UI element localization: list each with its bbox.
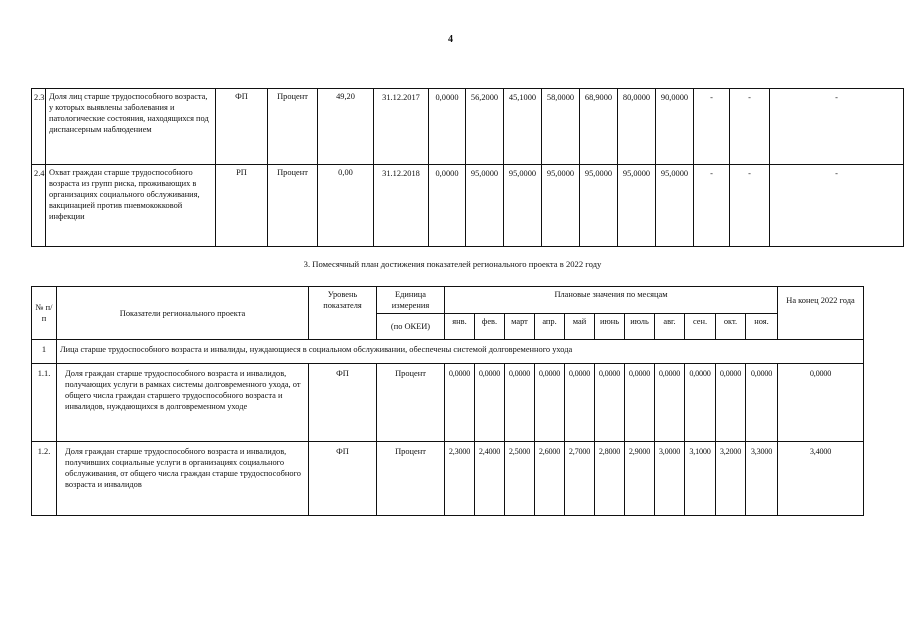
row-number: 2.4. <box>32 165 46 247</box>
indicator-name: Доля лиц старше трудоспособного возраста, у которых выявлены заболевания и патологические состояния, находящихся под диспансерным наблюдением <box>46 89 216 165</box>
value-cell: - <box>694 89 730 165</box>
base-date: 31.12.2017 <box>374 89 429 165</box>
year-end-value: 0,0000 <box>778 364 864 442</box>
month-header: сен. <box>685 314 716 340</box>
value-cell: 0,0000 <box>655 364 685 442</box>
unit: Процент <box>377 364 445 442</box>
value-cell: 2,4000 <box>475 442 505 516</box>
value-cell: 0,0000 <box>685 364 716 442</box>
header-level: Уровень показателя <box>309 287 377 340</box>
value-cell: 0,0000 <box>475 364 505 442</box>
base-value: 49,20 <box>318 89 374 165</box>
header-unit-okei: (по ОКЕИ) <box>377 314 445 340</box>
value-cell: 0,0000 <box>429 165 466 247</box>
table-row <box>32 364 864 442</box>
row-number: 1.2. <box>32 442 57 516</box>
value-cell: 2,6000 <box>535 442 565 516</box>
value-cell: 58,0000 <box>542 89 580 165</box>
value-cell: - <box>770 165 904 247</box>
month-header: ноя. <box>746 314 778 340</box>
year-end-value: 3,4000 <box>778 442 864 516</box>
unit: Процент <box>268 89 318 165</box>
value-cell: 0,0000 <box>746 364 778 442</box>
indicator-name: Доля граждан старше трудоспособного возраста и инвалидов, получивших социальные услуги в организациях социального обслуживания, от общего числа граждан старше трудоспособного возраста и инвалидов <box>57 442 309 516</box>
table-row <box>32 89 904 165</box>
row-number: 1.1. <box>32 364 57 442</box>
indicator-level: ФП <box>309 364 377 442</box>
value-cell: 95,0000 <box>656 165 694 247</box>
month-header: март <box>505 314 535 340</box>
value-cell: - <box>730 165 770 247</box>
month-header: фев. <box>475 314 505 340</box>
value-cell: - <box>694 165 730 247</box>
value-cell: 0,0000 <box>595 364 625 442</box>
base-date: 31.12.2018 <box>374 165 429 247</box>
indicator-level: РП <box>216 165 268 247</box>
value-cell: 0,0000 <box>625 364 655 442</box>
indicator-name: Доля граждан старше трудоспособного возраста и инвалидов, получающих услуги в рамках системы долговременного ухода, от общего числа граждан старшего трудоспособного возраста и инвалидов, нуждающихся в долговременном уходе <box>57 364 309 442</box>
value-cell: 56,2000 <box>466 89 504 165</box>
value-cell: 2,3000 <box>445 442 475 516</box>
value-cell: 0,0000 <box>505 364 535 442</box>
value-cell: 95,0000 <box>542 165 580 247</box>
header-num: № п/п <box>32 287 57 340</box>
header-year-end: На конец 2022 года <box>778 287 864 340</box>
value-cell: 80,0000 <box>618 89 656 165</box>
header-planned: Плановые значения по месяцам <box>445 287 778 314</box>
unit: Процент <box>268 165 318 247</box>
row-number: 2.3. <box>32 89 46 165</box>
indicator-name: Охват граждан старше трудоспособного возраста из групп риска, проживающих в организациях социального обслуживания, вакцинацией против пневмококковой инфекции <box>46 165 216 247</box>
section-row <box>32 340 864 364</box>
value-cell: 3,2000 <box>716 442 746 516</box>
value-cell: 68,9000 <box>580 89 618 165</box>
value-cell: 2,8000 <box>595 442 625 516</box>
section-number: 1 <box>32 340 57 364</box>
value-cell: 45,1000 <box>504 89 542 165</box>
unit: Процент <box>377 442 445 516</box>
monthly-plan-table <box>31 286 864 516</box>
indicators-continuation-table <box>31 88 904 247</box>
value-cell: 0,0000 <box>535 364 565 442</box>
month-header: май <box>565 314 595 340</box>
value-cell: 0,0000 <box>716 364 746 442</box>
table-row <box>32 442 864 516</box>
value-cell: 95,0000 <box>618 165 656 247</box>
base-value: 0,00 <box>318 165 374 247</box>
month-header: окт. <box>716 314 746 340</box>
indicator-level: ФП <box>216 89 268 165</box>
value-cell: 2,7000 <box>565 442 595 516</box>
value-cell: 3,0000 <box>655 442 685 516</box>
value-cell: 0,0000 <box>445 364 475 442</box>
value-cell: 95,0000 <box>466 165 504 247</box>
header-unit: Единица измерения <box>377 287 445 314</box>
header-indicator: Показатели регионального проекта <box>57 287 309 340</box>
section-3-caption: 3. Помесячный план достижения показателей регионального проекта в 2022 году <box>303 259 602 269</box>
section-title: Лица старше трудоспособного возраста и инвалиды, нуждающиеся в социальном обслуживании, обеспечены системой долговременного ухода <box>57 340 864 364</box>
indicator-level: ФП <box>309 442 377 516</box>
value-cell: 90,0000 <box>656 89 694 165</box>
value-cell: 3,3000 <box>746 442 778 516</box>
value-cell: 3,1000 <box>685 442 716 516</box>
month-header: июнь <box>595 314 625 340</box>
table-row <box>32 165 904 247</box>
value-cell: 95,0000 <box>504 165 542 247</box>
value-cell: 0,0000 <box>429 89 466 165</box>
value-cell: - <box>770 89 904 165</box>
value-cell: 0,0000 <box>565 364 595 442</box>
value-cell: 2,9000 <box>625 442 655 516</box>
month-header: апр. <box>535 314 565 340</box>
month-header: авг. <box>655 314 685 340</box>
value-cell: 2,5000 <box>505 442 535 516</box>
page-number: 4 <box>448 34 453 45</box>
value-cell: - <box>730 89 770 165</box>
value-cell: 95,0000 <box>580 165 618 247</box>
month-header: янв. <box>445 314 475 340</box>
month-header: июль <box>625 314 655 340</box>
header-row <box>32 287 864 314</box>
